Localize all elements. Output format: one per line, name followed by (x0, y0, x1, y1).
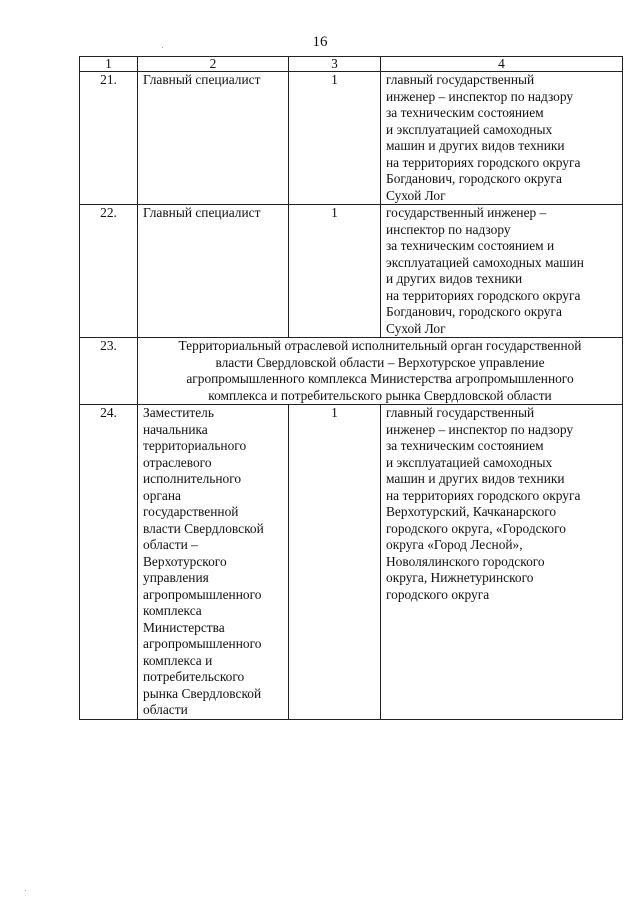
text-line: за техническим состоянием (386, 105, 544, 120)
text-line: области – (143, 537, 198, 552)
text-line: агропромышленного (143, 636, 262, 651)
text-line: территориального (143, 438, 247, 453)
text-line: округа, Нижнетуринского (386, 570, 534, 585)
organization-heading (138, 338, 623, 405)
row-number: 23. (80, 338, 138, 405)
position-description (381, 205, 623, 338)
text-line: инспектор по надзору (386, 221, 511, 237)
text-line: Главный специалист (143, 205, 261, 220)
scan-speck (162, 47, 163, 48)
scan-speck (25, 890, 26, 891)
position-description (381, 72, 623, 205)
text-line: городского округа, «Городского (386, 520, 566, 536)
text-line: государственной (143, 504, 239, 519)
text-line: и эксплуатацией самоходных (386, 454, 553, 470)
header-cell-4: 4 (381, 57, 623, 72)
text-line: округа «Город Лесной», (386, 537, 523, 552)
text-line: Богданович, городского округа (386, 304, 562, 319)
text-line: области (143, 702, 188, 717)
text-line: Богданович, городского округа (386, 171, 562, 186)
text-line: Сухой Лог (386, 187, 446, 203)
text-line: Заместитель (143, 405, 214, 420)
text-line: Новолялинского городского (386, 553, 545, 569)
text-line: рынка Свердловской (143, 685, 262, 701)
text-line: Министерства (143, 619, 225, 635)
text-line: власти Свердловской (143, 520, 264, 536)
text-line: комплекса и (143, 652, 213, 668)
table-row (80, 205, 623, 338)
header-cell-2: 2 (138, 57, 289, 72)
text-line: комплекса и потребительского рынка Свердловской области (208, 387, 552, 403)
header-cell-1: 1 (80, 57, 138, 72)
text-line: отраслевого (143, 454, 212, 470)
position-title (138, 205, 289, 338)
text-line: государственный инженер – (386, 205, 547, 220)
text-line: главный государственный (386, 72, 535, 87)
position-count: 1 (289, 405, 381, 720)
text-line: исполнительного (143, 471, 242, 486)
text-line: Верхотурского (143, 553, 227, 569)
text-line: власти Свердловской области – Верхотурское управление (215, 354, 545, 370)
row-number: 22. (80, 205, 138, 338)
text-line: агропромышленного комплекса Министерства агропромышленного (186, 371, 574, 386)
text-line: комплекса (143, 603, 202, 618)
header-cell-3: 3 (289, 57, 381, 72)
page-number: 16 (312, 34, 328, 50)
text-line: Территориальный отраслевой исполнительный орган государственной (178, 338, 582, 353)
position-count: 1 (289, 205, 381, 338)
table-row (80, 72, 623, 205)
text-line: управления (143, 570, 209, 585)
text-line: начальника (143, 421, 208, 437)
text-line: Верхотурский, Качканарского (386, 504, 557, 519)
position-title (138, 72, 289, 205)
text-line: городского округа (386, 586, 490, 602)
text-line: и других видов техники (386, 271, 523, 286)
position-title (138, 405, 289, 720)
table-row (80, 338, 623, 405)
text-line: потребительского (143, 669, 245, 684)
table-row (80, 405, 623, 720)
text-line: на территориях городского округа (386, 487, 581, 503)
text-line: за техническим состоянием и (386, 238, 555, 253)
text-line: эксплуатацией самоходных машин (386, 254, 584, 270)
text-line: инженер – инспектор по надзору (386, 421, 574, 437)
text-line: органа (143, 487, 181, 503)
row-number: 24. (80, 405, 138, 720)
position-count: 1 (289, 72, 381, 205)
position-description (381, 405, 623, 720)
text-line: главный государственный (386, 405, 535, 420)
positions-table (79, 56, 623, 720)
text-line: на территориях городского округа (386, 154, 581, 170)
table-header-row (80, 57, 623, 72)
text-line: машин и других видов техники (386, 471, 565, 486)
text-line: на территориях городского округа (386, 287, 581, 303)
text-line: машин и других видов техники (386, 138, 565, 153)
text-line: инженер – инспектор по надзору (386, 88, 574, 104)
text-line: агропромышленного (143, 586, 262, 602)
row-number: 21. (80, 72, 138, 205)
text-line: за техническим состоянием (386, 438, 544, 453)
text-line: Главный специалист (143, 72, 261, 87)
text-line: Сухой Лог (386, 320, 446, 336)
text-line: и эксплуатацией самоходных (386, 121, 553, 137)
